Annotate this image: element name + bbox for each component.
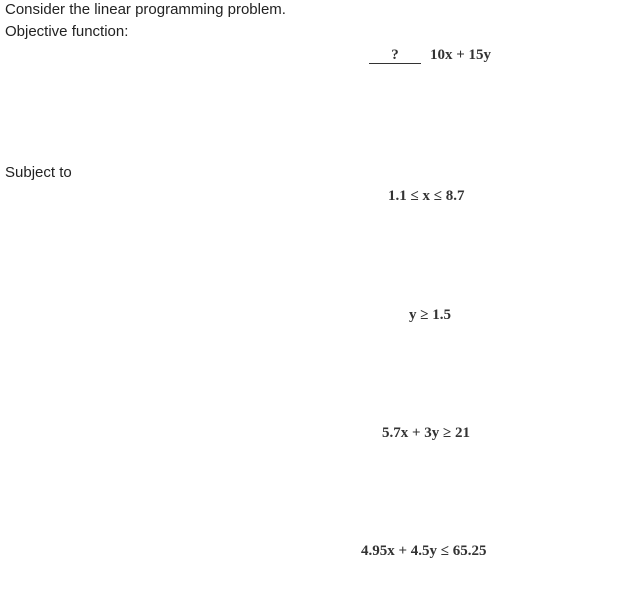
constraint-3: 5.7x + 3y ≥ 21 [382, 425, 471, 441]
subject-to-label: Subject to [5, 164, 72, 181]
constraint-4: 4.95x + 4.5y ≤ 65.25 [361, 543, 487, 559]
objective-blank[interactable]: ? [369, 47, 421, 64]
problem-intro-line: Consider the linear programming problem. [5, 1, 286, 18]
constraint-1: 1.1 ≤ x ≤ 8.7 [388, 188, 465, 204]
objective-function [369, 47, 491, 64]
objective-function-label: Objective function: [5, 23, 129, 40]
objective-expression: 10x + 15y [430, 47, 492, 63]
constraint-2: y ≥ 1.5 [409, 307, 451, 323]
